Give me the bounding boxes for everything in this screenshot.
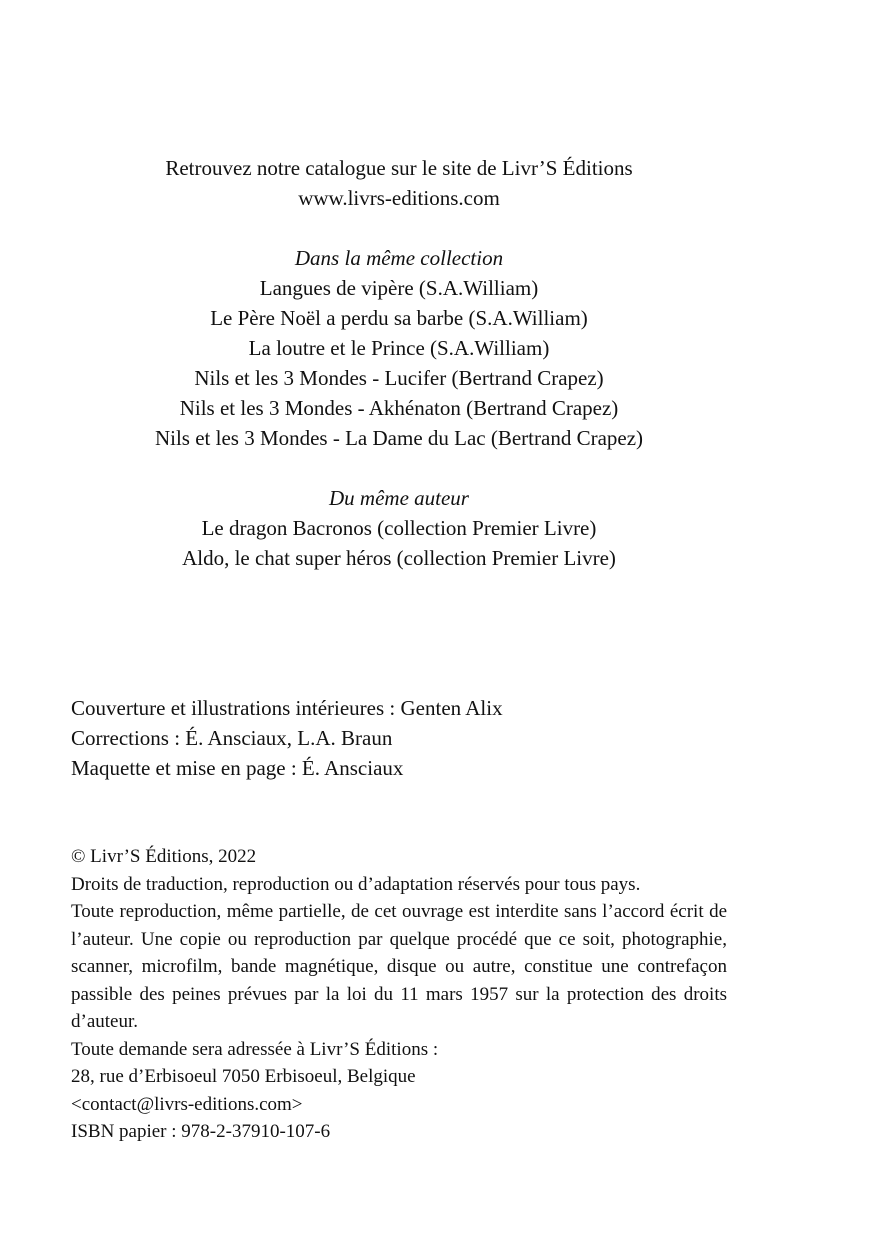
publisher-address: 28, rue d’Erbisoeul 7050 Erbisoeul, Belgique (71, 1066, 416, 1087)
author-book-item: Aldo, le chat super héros (collection Premier Livre) (182, 546, 616, 570)
same-author-block (0, 483, 798, 573)
credits-block (71, 693, 503, 783)
collection-item: Nils et les 3 Mondes - Lucifer (Bertrand Crapez) (194, 366, 604, 390)
credit-line: Maquette et mise en page : É. Ansciaux (71, 756, 404, 780)
reproduction-paragraph: Toute reproduction, même partielle, de cet ouvrage est interdite sans l’accord écrit de l’auteur. Une copie ou reproduction par quelque procédé que ce soit, photographie, scanner, microfilm, bande magnétique, disque ou autre, constitue une contrefaçon passible des peines prévues par la loi du 11 mars 1957 sur la protection des droits d’auteur. (71, 901, 727, 1032)
author-book-item: Le dragon Bacronos (collection Premier Livre) (201, 516, 597, 540)
copyright-notice: © Livr’S Éditions, 2022 (71, 846, 257, 867)
catalogue-text: Retrouvez notre catalogue sur le site de Livr’S Éditions (165, 156, 633, 180)
collection-item: Nils et les 3 Mondes - La Dame du Lac (Bertrand Crapez) (154, 426, 644, 450)
isbn-line: ISBN papier : 978-2-37910-107-6 (71, 1121, 331, 1142)
collection-block (0, 243, 798, 453)
collection-item: Nils et les 3 Mondes - Akhénaton (Bertrand Crapez) (179, 396, 619, 420)
collection-item: Le Père Noël a perdu sa barbe (S.A.William) (210, 306, 588, 330)
website-url: www.livrs-editions.com (298, 186, 500, 210)
collection-heading: Dans la même collection (294, 246, 504, 270)
credit-line: Corrections : É. Ansciaux, L.A. Braun (71, 726, 393, 750)
rights-paragraph: Droits de traduction, reproduction ou d’adaptation réservés pour tous pays. (71, 873, 641, 895)
contact-email: <contact@livrs-editions.com> (71, 1093, 303, 1115)
legal-block (71, 843, 727, 1146)
catalogue-block (0, 153, 798, 213)
same-author-heading: Du même auteur (329, 486, 469, 510)
credit-line: Couverture et illustrations intérieures : Genten Alix (71, 696, 503, 720)
collection-item: La loutre et le Prince (S.A.William) (248, 336, 550, 360)
collection-item: Langues de vipère (S.A.William) (259, 276, 539, 300)
request-line: Toute demande sera adressée à Livr’S Éditions : (71, 1038, 439, 1060)
